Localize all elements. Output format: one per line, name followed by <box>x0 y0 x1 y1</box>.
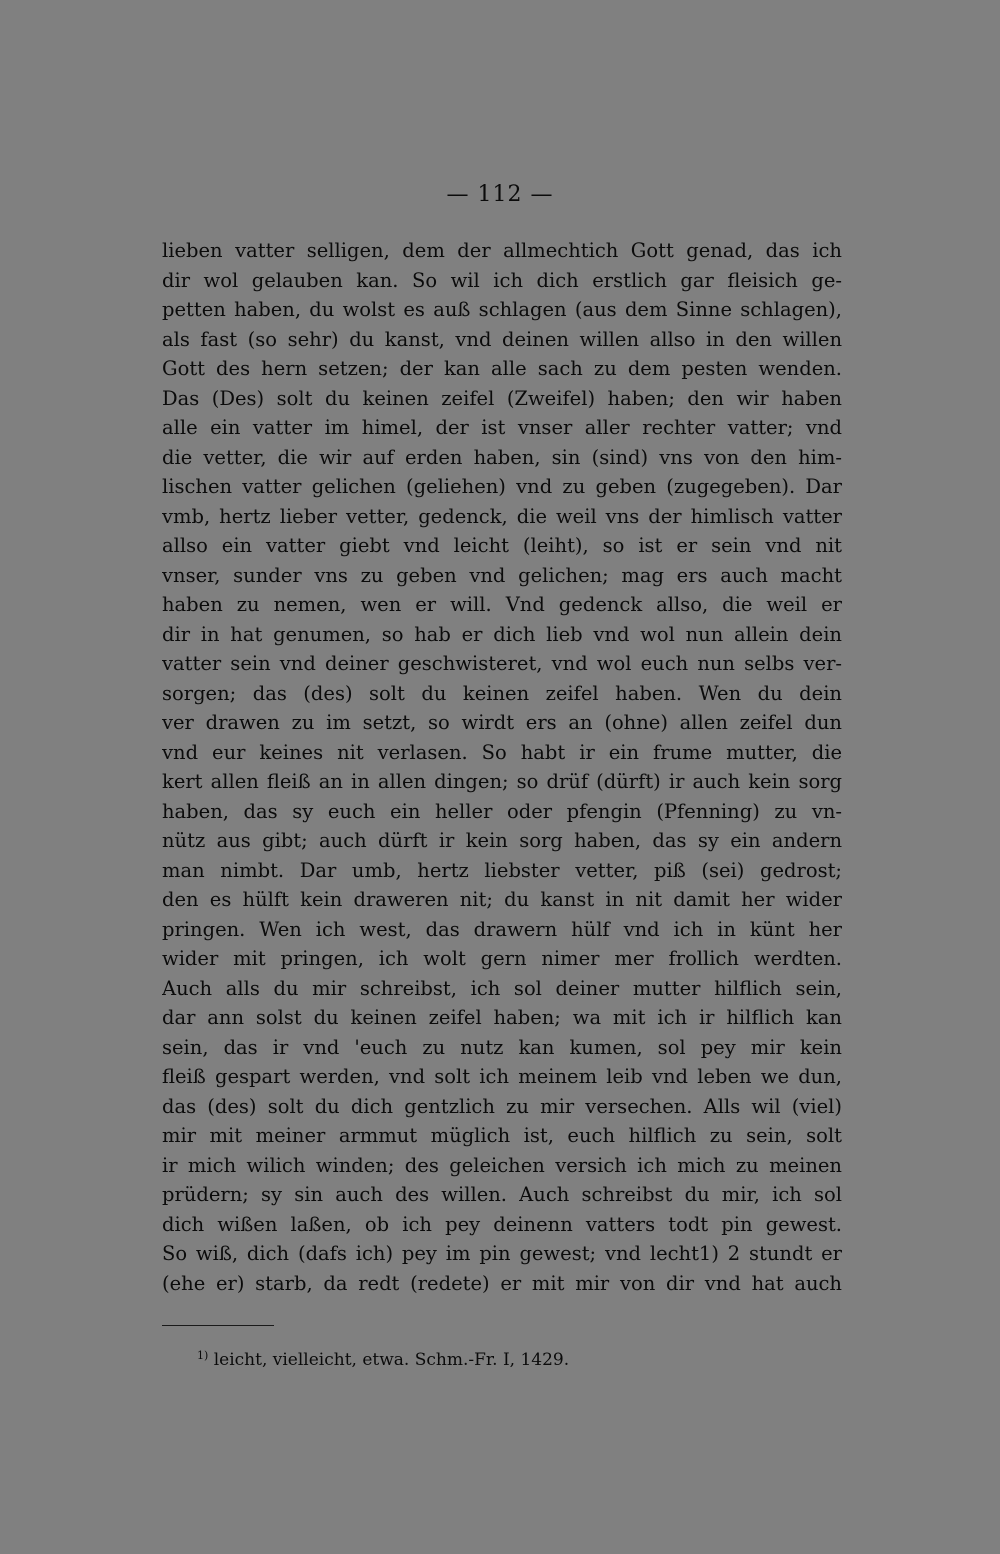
text-line: die vetter, die wir auf erden haben, sin (sind) vns von den him- <box>162 445 842 469</box>
text-line: vnd eur keines nit verlasen. So habt ir ein frume mutter, die <box>162 740 842 764</box>
footnote <box>197 1343 569 1373</box>
text-line: haben, das sy euch ein heller oder pfengin (Pfenning) zu vn- <box>162 799 842 823</box>
text-line: haben zu nemen, wen er will. Vnd gedenck allso, die weil er <box>162 593 842 616</box>
page-number: — 112 — <box>446 182 554 207</box>
text-line: mir mit meiner armmut müglich ist, euch hilflich zu sein, solt <box>162 1124 842 1147</box>
text-line: wider mit pringen, ich wolt gern nimer mer frollich werdten. <box>162 947 842 970</box>
text-line: sein, das ir vnd 'euch zu nutz kan kumen, sol pey mir kein <box>162 1035 842 1059</box>
text-line: vatter sein vnd deiner geschwisteret, vnd wol euch nun selbs ver- <box>162 652 842 675</box>
main-text <box>162 236 842 1298</box>
text-line: dar ann solst du keinen zeifel haben; wa mit ich ir hilflich kan <box>162 1006 842 1029</box>
text-line: ver drawen zu im setzt, so wirdt ers an (ohne) allen zeifel dun <box>162 711 842 734</box>
text-line: prüdern; sy sin auch des willen. Auch schreibst du mir, ich sol <box>162 1183 842 1206</box>
text-line: als fast (so sehr) du kanst, vnd deinen willen allso in den willen <box>162 327 842 351</box>
text-line: So wiß, dich (dafs ich) pey im pin gewest; vnd lecht1) 2 stundt er <box>162 1242 842 1265</box>
text-line: Gott des hern setzen; der kan alle sach zu dem pesten wenden. <box>162 357 842 380</box>
text-line: dir in hat genumen, so hab er dich lieb vnd wol nun allein dein <box>162 622 842 646</box>
text-line: dir wol gelauben kan. So wil ich dich erstlich gar fleisich ge- <box>162 268 842 292</box>
text-line: pringen. Wen ich west, das drawern hülf vnd ich in künt her <box>162 917 842 941</box>
text-line: nütz aus gibt; auch dürft ir kein sorg haben, das sy ein andern <box>162 829 842 852</box>
footnote-text: leicht, vielleicht, etwa. Schm.-Fr. I, 1429. <box>213 1350 570 1370</box>
text-line: lischen vatter gelichen (geliehen) vnd zu geben (zugegeben). Dar <box>162 475 842 498</box>
text-line: alle ein vatter im himel, der ist vnser aller rechter vatter; vnd <box>162 416 842 439</box>
text-line: das (des) solt du dich gentzlich zu mir versechen. Alls wil (viel) <box>162 1094 842 1118</box>
text-line: (ehe er) starb, da redt (redete) er mit mir von dir vnd hat auch <box>162 1271 842 1295</box>
text-line: ir mich wilich winden; des geleichen versich ich mich zu meinen <box>162 1153 842 1177</box>
text-line: Auch alls du mir schreibst, ich sol deiner mutter hilflich sein, <box>162 976 842 1000</box>
text-line: dich wißen laßen, ob ich pey deinenn vatters todt pin gewest. <box>162 1212 842 1236</box>
text-line: Das (Des) solt du keinen zeifel (Zweifel) haben; den wir haben <box>162 386 842 410</box>
text-line: fleiß gespart werden, vnd solt ich meinem leib vnd leben we dun, <box>162 1065 842 1088</box>
text-line: lieben vatter selligen, dem der allmechtich Gott genad, das ich <box>162 239 842 262</box>
text-line: sorgen; das (des) solt du keinen zeifel haben. Wen du dein <box>162 681 842 705</box>
footnote-divider <box>162 1325 274 1326</box>
text-line: den es hülft kein draweren nit; du kanst in nit damit her wider <box>162 888 842 911</box>
footnote-marker: 1) <box>197 1349 209 1362</box>
text-line: petten haben, du wolst es auß schlagen (aus dem Sinne schlagen), <box>162 298 842 321</box>
text-line: vnser, sunder vns zu geben vnd gelichen; mag ers auch macht <box>162 563 842 587</box>
text-line: kert allen fleiß an in allen dingen; so drüf (dürft) ir auch kein sorg <box>162 770 842 793</box>
text-line: allso ein vatter giebt vnd leicht (leiht), so ist er sein vnd nit <box>162 534 842 557</box>
text-line: vmb, hertz lieber vetter, gedenck, die weil vns der himlisch vatter <box>162 504 842 528</box>
text-line: man nimbt. Dar umb, hertz liebster vetter, piß (sei) gedrost; <box>162 858 842 882</box>
